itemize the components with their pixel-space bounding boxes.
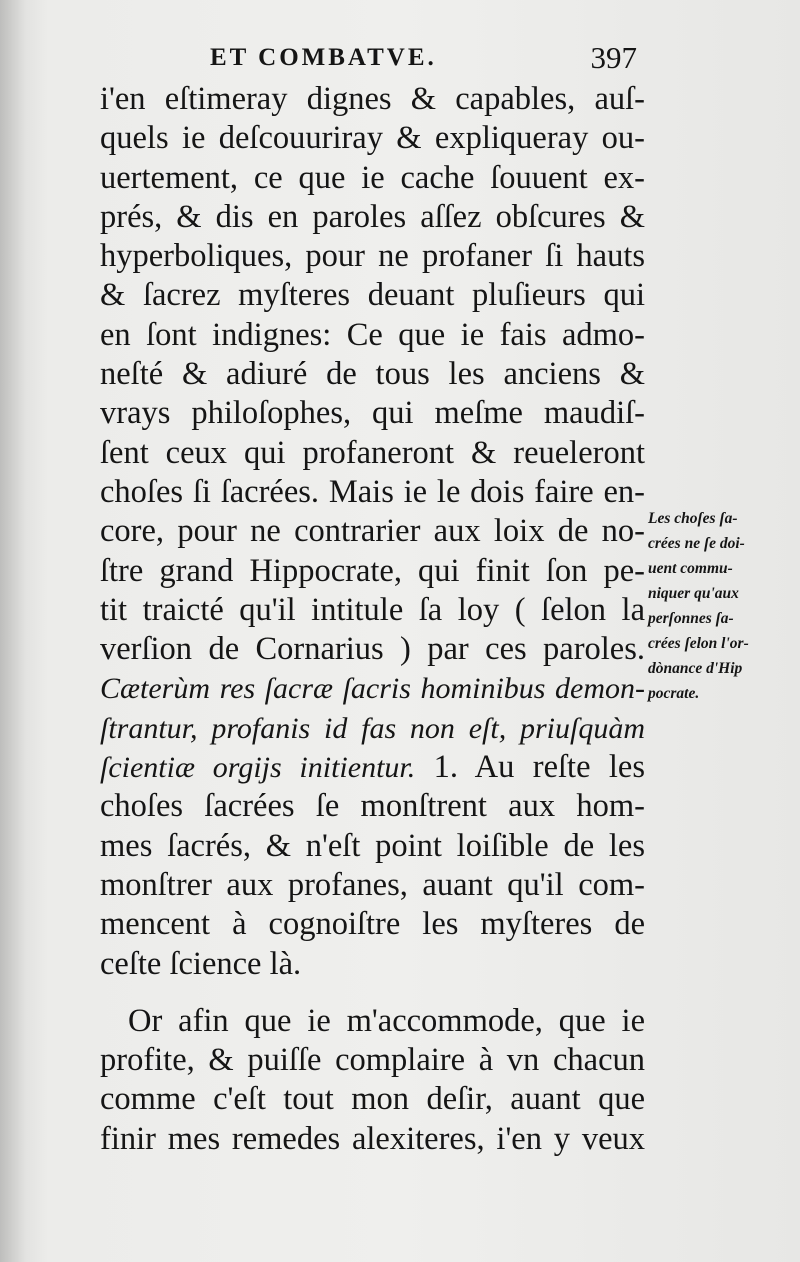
text-line: neſté & adiuré de tous les anciens & [100, 356, 645, 393]
text-line: uertement, ce que ie cache ſouuent ex- [100, 159, 645, 196]
margin-note-line: crées ne ſe doi- [648, 535, 745, 552]
text-line: profite, & puiſſe complaire à vn chacun [100, 1042, 645, 1079]
running-head: ET COMBATVE. [210, 44, 437, 71]
margin-note-line: Les choſes ſa- [648, 510, 738, 527]
gutter-shadow [0, 0, 26, 1262]
text-line: quels ie deſcouuriray & expliqueray ou- [100, 120, 645, 157]
text-line: finir mes remedes alexiteres, i'en y veux [100, 1120, 645, 1157]
text-line: mencent à cognoiſtre les myſteres de [100, 906, 645, 943]
text-line: monſtrer aux profanes, auant qu'il com- [100, 866, 645, 903]
margin-note-line: uent commu- [648, 560, 733, 577]
page-number: 397 [590, 40, 637, 75]
text-line: ſent ceux qui profaneront & reueleront [100, 434, 645, 471]
latin-quote-line: ſtrantur, profanis id fas non eſt, priuſquàm [100, 711, 645, 745]
latin-quote-line: Cæterùm res ſacræ ſacris hominibus demon- [100, 672, 645, 706]
text-line: ſtre grand Hippocrate, qui finit ſon pe- [100, 552, 645, 589]
text-line: vrays philoſophes, qui meſme maudiſ- [100, 395, 645, 432]
text-line: i'en eſtimeray dignes & capables, auſ- [100, 81, 645, 117]
margin-note-line: dònance d'Hip [648, 660, 743, 677]
text-line: choſes ſi ſacrées. Mais ie le dois faire en- [100, 473, 645, 510]
paragraph-gap [100, 984, 645, 1002]
margin-note-line: crées ſelon l'or- [648, 635, 749, 652]
latin-quote-end: ſcientiæ orgijs initientur. [100, 751, 416, 785]
text-line: verſion de Cornarius ) par ces paroles. [100, 631, 645, 668]
page-header [100, 40, 645, 80]
main-text [100, 80, 645, 1159]
mixed-text-line [100, 748, 645, 787]
margin-note-line: perſonnes ſa- [648, 610, 734, 627]
translation-start: 1. Au reſte les [415, 749, 646, 786]
margin-note-line: niquer qu'aux [648, 585, 739, 602]
margin-note [648, 506, 798, 706]
margin-note-line: pocrate. [648, 685, 700, 702]
text-line: core, pour ne contrarier aux loix de no- [100, 513, 645, 550]
text-line: choſes ſacrées ſe monſtrent aux hom- [100, 788, 645, 825]
text-line: ceſte ſcience là. [100, 945, 302, 982]
text-line: prés, & dis en paroles aſſez obſcures & [100, 198, 645, 235]
text-line: en ſont indignes: Ce que ie fais admo- [100, 316, 645, 353]
text-line: tit traicté qu'il intitule ſa loy ( ſelon la [100, 591, 645, 628]
text-line: Or afin que ie m'accommode, que ie [128, 1002, 645, 1039]
text-line: & ſacrez myſteres deuant pluſieurs qui [100, 277, 645, 314]
text-line: comme c'eſt tout mon deſir, auant que [100, 1081, 645, 1118]
text-line: mes ſacrés, & n'eſt point loiſible de les [100, 827, 645, 864]
text-line: hyperboliques, pour ne profaner ſi hauts [100, 238, 645, 275]
